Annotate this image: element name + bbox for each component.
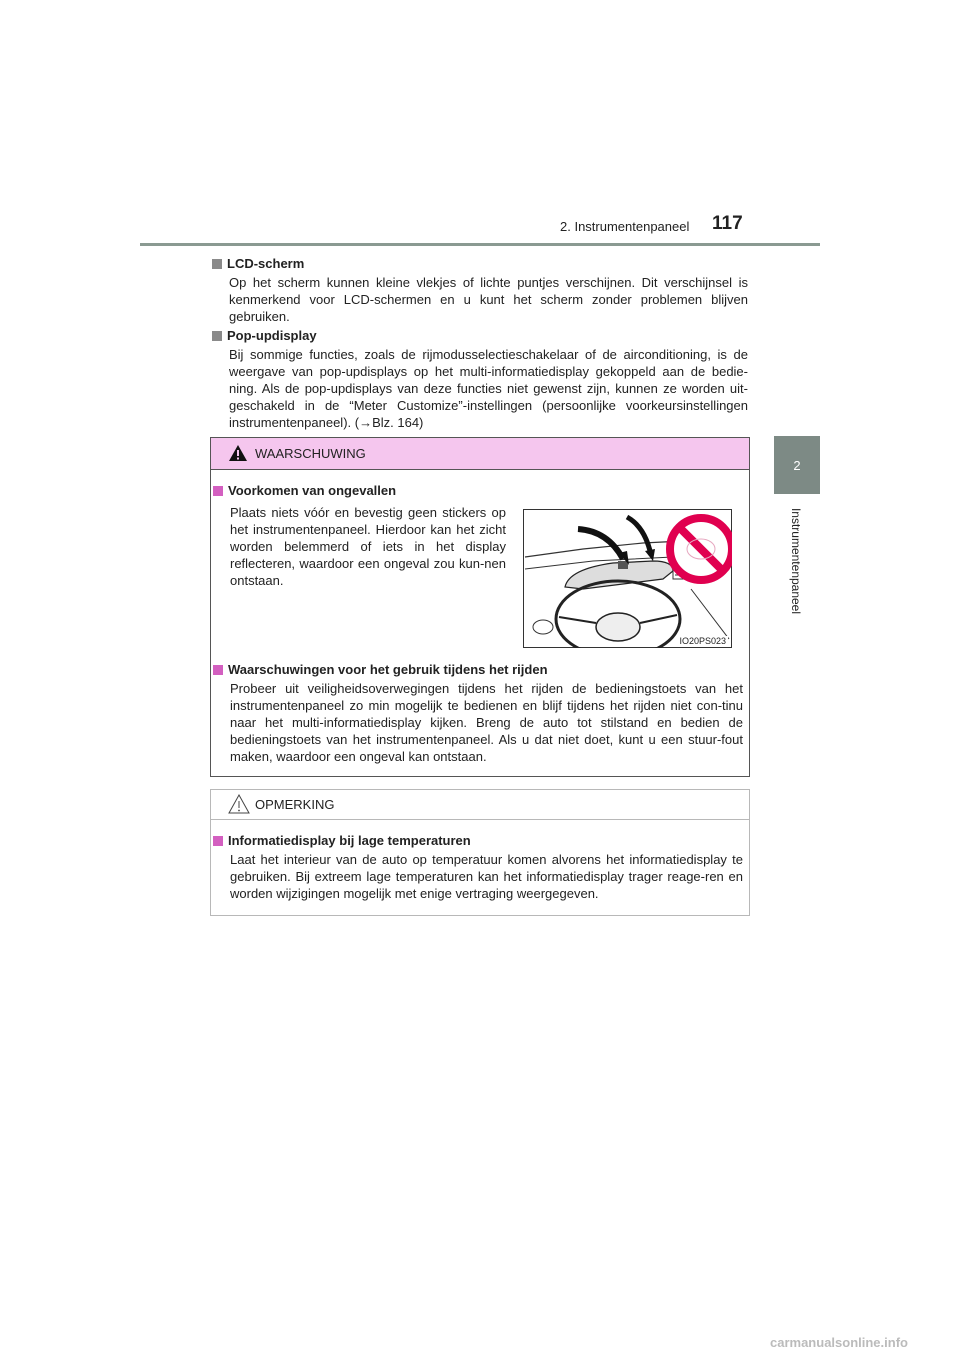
note-item — [213, 832, 743, 902]
note-box — [210, 789, 750, 916]
warning-item — [213, 482, 743, 499]
chapter-tab-label: Instrumentenpaneel — [789, 507, 803, 615]
section-title-text: LCD-scherm — [227, 256, 305, 271]
square-bullet-icon — [212, 331, 222, 341]
warning-item-title-text: Voorkomen van ongevallen — [228, 483, 397, 498]
header-divider — [140, 243, 820, 246]
chapter-number: 2 — [793, 457, 801, 473]
note-item-body: Laat het interieur van de auto op temperatuur komen alvorens het informatiedisplay te gebruiken. Bij extreem lage temperaturen kan het informatiedisplay trager reage-ren en worden wijzigingen mogelijk met enige vertraging weergegeven. — [230, 852, 743, 901]
warning-triangle-icon — [228, 444, 248, 462]
warning-item — [213, 661, 743, 765]
section-title — [212, 327, 748, 344]
warning-item-body: Probeer uit veiligheidsoverwegingen tijdens het rijden de bedieningstoets van het instrumentenpaneel zo min mogelijk te bedienen en blijf tijdens het rijden niet con-tinu naar het multi-informatiedisplay kijken. Breng de auto tot stilstand en bedien de bedieningstoets van het instrumentenpaneel. Als u dat niet doet, kunt u een stuur-fout maken, waardoor een ongeval kan ontstaan. — [230, 681, 743, 764]
chapter-tab[interactable] — [774, 436, 820, 494]
warning-label: WAARSCHUWING — [255, 446, 366, 461]
section-body: Op het scherm kunnen kleine vlekjes of lichte puntjes verschijnen. Dit verschijnsel is kenmerkend voor LCD-schermen en u kunt het scherm zonder problemen blijven gebruiken. — [229, 275, 748, 324]
chapter-title: 2. Instrumentenpaneel — [560, 219, 690, 234]
watermark: carmanualsonline.info — [770, 1335, 908, 1350]
illustration-code: IO20PS023 — [679, 636, 726, 646]
caution-triangle-icon — [228, 794, 250, 814]
note-label: OPMERKING — [255, 797, 335, 812]
note-header — [211, 790, 749, 820]
dashboard-illustration — [523, 509, 732, 648]
dashboard-drawing — [523, 509, 732, 648]
note-item-title-text: Informatiedisplay bij lage temperaturen — [228, 833, 471, 848]
square-bullet-icon — [213, 486, 223, 496]
section-popup-display — [212, 327, 748, 431]
warning-header — [211, 438, 749, 470]
note-item-title — [213, 832, 743, 849]
section-title — [212, 255, 748, 272]
warning-item-title — [213, 482, 743, 499]
section-body: Bij sommige functies, zoals de rijmodusselectieschakelaar of de airconditioning, is de weergave van pop-updisplays op het multi-informatiedisplay gekoppeld aan de bedie-ning. Als de pop-updisplays van deze functies niet gewenst zijn, kunnen ze worden uit-geschakeld in de “Meter Customize”-instellingen (persoonlijke voorkeursinstellingen instrumentenpaneel). (→Blz. 164) — [229, 347, 748, 430]
section-lcd-screen — [212, 255, 748, 325]
warning-item-body: Plaats niets vóór en bevestig geen stickers op het instrumentenpaneel. Hierdoor kan het zicht worden belemmerd of iets in het display reflecteren, waardoor een ongeval zou kun-nen ontstaan. — [230, 505, 506, 588]
page-number: 117 — [712, 213, 743, 234]
section-title-text: Pop-updisplay — [227, 328, 317, 343]
square-bullet-icon — [213, 836, 223, 846]
square-bullet-icon — [213, 665, 223, 675]
warning-item-title — [213, 661, 743, 678]
square-bullet-icon — [212, 259, 222, 269]
warning-item-title-text: Waarschuwingen voor het gebruik tijdens het rijden — [228, 662, 548, 677]
